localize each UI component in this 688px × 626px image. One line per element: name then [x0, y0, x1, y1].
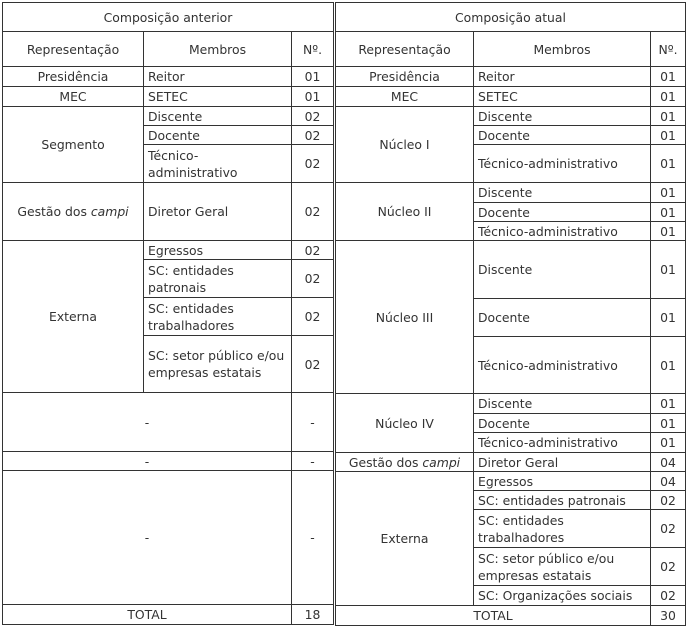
rep-prefix: Gestão dos: [17, 204, 91, 219]
count-cell: 01: [292, 87, 334, 107]
count-cell: 01: [651, 145, 686, 183]
table-title: Composição anterior: [3, 3, 334, 32]
member-cell: Discente: [474, 394, 651, 414]
member-cell: Reitor: [474, 67, 651, 87]
table-row: [3, 452, 334, 471]
rep-cell: -: [3, 471, 292, 605]
count-cell: 02: [292, 260, 334, 298]
header-membros: Membros: [474, 32, 651, 67]
member-cell: Docente: [474, 299, 651, 337]
rep-cell: [336, 453, 474, 472]
member-cell: Docente: [144, 126, 292, 145]
count-cell: 02: [651, 586, 686, 606]
table-title-row: [3, 3, 334, 32]
member-cell: Egressos: [474, 472, 651, 491]
count-cell: 01: [651, 433, 686, 453]
rep-cell: Núcleo III: [336, 241, 474, 394]
rep-cell: Segmento: [3, 107, 144, 183]
rep-cell: Presidência: [336, 67, 474, 87]
count-cell: 01: [651, 222, 686, 241]
count-cell: 02: [292, 336, 334, 393]
count-cell: 01: [651, 126, 686, 145]
table-row: [3, 183, 334, 241]
table-row: [336, 453, 686, 472]
member-cell: SC: setor público e/ou empresas estatais: [144, 336, 292, 393]
member-cell: Reitor: [144, 67, 292, 87]
table-row: [336, 183, 686, 203]
count-cell: -: [292, 452, 334, 471]
count-cell: 02: [651, 548, 686, 586]
member-cell: Egressos: [144, 241, 292, 260]
header-membros: Membros: [144, 32, 292, 67]
member-cell: SC: entidades patronais: [474, 491, 651, 510]
rep-cell: MEC: [3, 87, 144, 107]
rep-emphasis: campi: [90, 204, 129, 219]
member-cell: SETEC: [144, 87, 292, 107]
table-title-row: [336, 3, 686, 32]
header-representacao: Representação: [3, 32, 144, 67]
member-cell: Diretor Geral: [474, 453, 651, 472]
table-row: [3, 67, 334, 87]
count-cell: 01: [651, 337, 686, 394]
member-cell: Técnico-administrativo: [474, 145, 651, 183]
count-cell: 01: [651, 67, 686, 87]
header-representacao: Representação: [336, 32, 474, 67]
count-cell: 02: [292, 145, 334, 183]
rep-emphasis: campi: [422, 454, 461, 470]
count-cell: 02: [292, 298, 334, 336]
rep-cell: Núcleo IV: [336, 394, 474, 453]
member-cell: Docente: [474, 126, 651, 145]
count-cell: 01: [651, 183, 686, 203]
total-label: TOTAL: [3, 605, 292, 625]
member-cell: SC: setor público e/ou empresas estatais: [474, 548, 651, 586]
count-cell: 02: [651, 510, 686, 548]
header-numero: Nº.: [651, 32, 686, 67]
table-row: [336, 87, 686, 107]
total-label: TOTAL: [336, 606, 651, 626]
member-cell: Técnico-administrativo: [474, 433, 651, 453]
count-cell: 02: [292, 241, 334, 260]
count-cell: 02: [292, 126, 334, 145]
count-cell: 01: [651, 107, 686, 126]
rep-cell: Externa: [3, 241, 144, 393]
member-cell: Técnico-administrativo: [474, 337, 651, 394]
count-cell: 01: [651, 87, 686, 107]
member-cell: Discente: [144, 107, 292, 126]
member-cell: Docente: [474, 203, 651, 222]
member-cell: Técnico-administrativo: [474, 222, 651, 241]
member-cell: SC: Organizações sociais: [474, 586, 651, 606]
table-title: Composição atual: [336, 3, 686, 32]
table-row: [3, 107, 334, 126]
member-cell: Diretor Geral: [144, 183, 292, 241]
member-cell: SC: entidades patronais: [144, 260, 292, 298]
rep-cell: -: [3, 452, 292, 471]
count-cell: 02: [292, 107, 334, 126]
table-row: [336, 472, 686, 491]
member-cell: Discente: [474, 107, 651, 126]
table-row: [3, 471, 334, 605]
rep-cell: MEC: [336, 87, 474, 107]
rep-cell: -: [3, 393, 292, 452]
member-cell: Docente: [474, 414, 651, 433]
count-cell: 01: [651, 414, 686, 433]
member-cell: SC: entidades trabalhadores: [474, 510, 651, 548]
count-cell: 04: [651, 472, 686, 491]
table-row: [3, 241, 334, 260]
count-cell: 01: [651, 394, 686, 414]
rep-cell: Núcleo I: [336, 107, 474, 183]
header-row: [3, 32, 334, 67]
rep-cell: Núcleo II: [336, 183, 474, 241]
count-cell: 01: [651, 299, 686, 337]
member-cell: SC: entidades trabalhadores: [144, 298, 292, 336]
rep-cell: [3, 183, 144, 241]
count-cell: 02: [292, 183, 334, 241]
current-composition-table: [335, 2, 686, 626]
total-row: [3, 605, 334, 625]
table-row: [336, 241, 686, 299]
member-cell: Discente: [474, 183, 651, 203]
rep-cell: Presidência: [3, 67, 144, 87]
count-cell: 04: [651, 453, 686, 472]
total-count: 30: [651, 606, 686, 626]
count-cell: 01: [651, 203, 686, 222]
table-row: [336, 107, 686, 126]
count-cell: 01: [292, 67, 334, 87]
rep-cell: Externa: [336, 472, 474, 606]
table-row: [3, 87, 334, 107]
member-cell: Discente: [474, 241, 651, 299]
member-cell: SETEC: [474, 87, 651, 107]
table-row: [336, 394, 686, 414]
total-count: 18: [292, 605, 334, 625]
header-row: [336, 32, 686, 67]
header-numero: Nº.: [292, 32, 334, 67]
count-cell: -: [292, 393, 334, 452]
count-cell: 02: [651, 491, 686, 510]
table-row: [336, 67, 686, 87]
rep-prefix: Gestão dos: [348, 454, 423, 470]
previous-composition-table: [2, 2, 334, 625]
total-row: [336, 606, 686, 626]
count-cell: -: [292, 471, 334, 605]
member-cell: Técnico-administrativo: [144, 145, 292, 183]
count-cell: 01: [651, 241, 686, 299]
table-row: [3, 393, 334, 452]
